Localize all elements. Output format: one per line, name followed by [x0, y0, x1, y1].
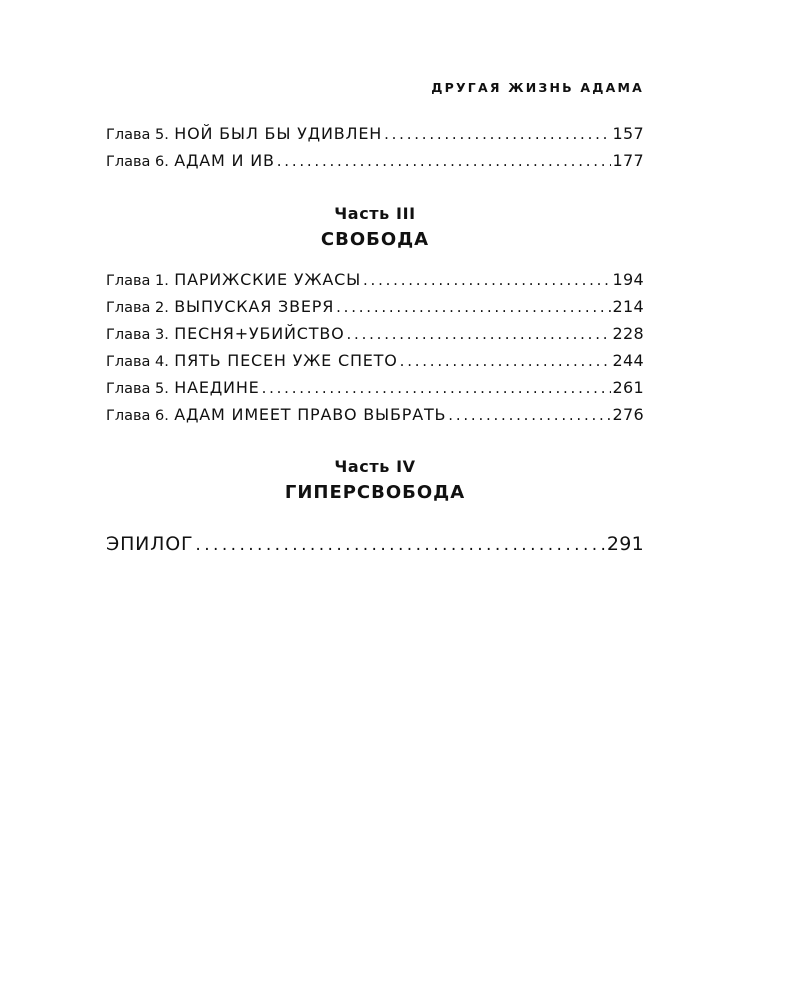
chapter-title: ВЫПУСКАЯ ЗВЕРЯ	[174, 297, 335, 316]
chapter-title: АДАМ И ИВ	[174, 151, 275, 170]
part3-heading	[106, 202, 644, 254]
chapter-number: Глава 6.	[106, 408, 169, 424]
toc-entry[interactable]	[106, 351, 644, 378]
chapter-title: ПАРИЖСКИЕ УЖАСЫ	[174, 270, 362, 289]
part-title: СВОБОДА	[320, 229, 430, 250]
dot-leader	[195, 535, 604, 555]
toc-part2-continued	[106, 124, 644, 178]
toc-entry[interactable]	[106, 151, 644, 178]
dot-leader	[262, 379, 611, 397]
chapter-number: Глава 4.	[106, 354, 169, 370]
dot-leader	[347, 325, 611, 343]
toc-epilogue	[106, 533, 644, 563]
chapter-title: НАЕДИНЕ	[174, 378, 260, 397]
dot-leader	[400, 352, 611, 370]
dot-leader	[336, 298, 610, 316]
page-number: 157	[612, 124, 644, 143]
toc-entry[interactable]	[106, 270, 644, 297]
dot-leader	[384, 125, 610, 143]
dot-leader	[448, 406, 610, 424]
chapter-number: Глава 3.	[106, 327, 169, 343]
toc-entry-epilogue[interactable]	[106, 533, 644, 563]
toc-part3	[106, 270, 644, 432]
page-number: 194	[612, 270, 644, 289]
toc-entry[interactable]	[106, 297, 644, 324]
chapter-title: НОЙ БЫЛ БЫ УДИВЛЕН	[174, 124, 383, 143]
part4-heading	[106, 455, 644, 507]
toc-entry[interactable]	[106, 378, 644, 405]
chapter-title: АДАМ ИМЕЕТ ПРАВО ВЫБРАТЬ	[174, 405, 447, 424]
epilogue-title: ЭПИЛОГ	[106, 533, 194, 555]
toc-entry[interactable]	[106, 124, 644, 151]
chapter-number: Глава 2.	[106, 300, 169, 316]
page-number: 244	[612, 351, 644, 370]
chapter-number: Глава 6.	[106, 154, 169, 170]
running-head: ДРУГАЯ ЖИЗНЬ АДАМА	[431, 80, 644, 95]
chapter-title: ПЕСНЯ+УБИЙСТВО	[174, 324, 345, 343]
toc-entry[interactable]	[106, 324, 644, 351]
chapter-number: Глава 5.	[106, 127, 169, 143]
page-number: 228	[612, 324, 644, 343]
part-label: Часть IV	[334, 457, 416, 476]
toc-entry[interactable]	[106, 405, 644, 432]
page-number: 214	[612, 297, 644, 316]
dot-leader	[277, 152, 611, 170]
page-number: 276	[612, 405, 644, 424]
chapter-number: Глава 1.	[106, 273, 169, 289]
dot-leader	[363, 271, 611, 289]
part-label: Часть III	[334, 204, 416, 223]
page-number: 291	[606, 533, 644, 555]
chapter-number: Глава 5.	[106, 381, 169, 397]
chapter-title: ПЯТЬ ПЕСЕН УЖЕ СПЕТО	[174, 351, 398, 370]
page-number: 261	[612, 378, 644, 397]
part-title: ГИПЕРСВОБОДА	[284, 482, 466, 503]
page-number: 177	[612, 151, 644, 170]
